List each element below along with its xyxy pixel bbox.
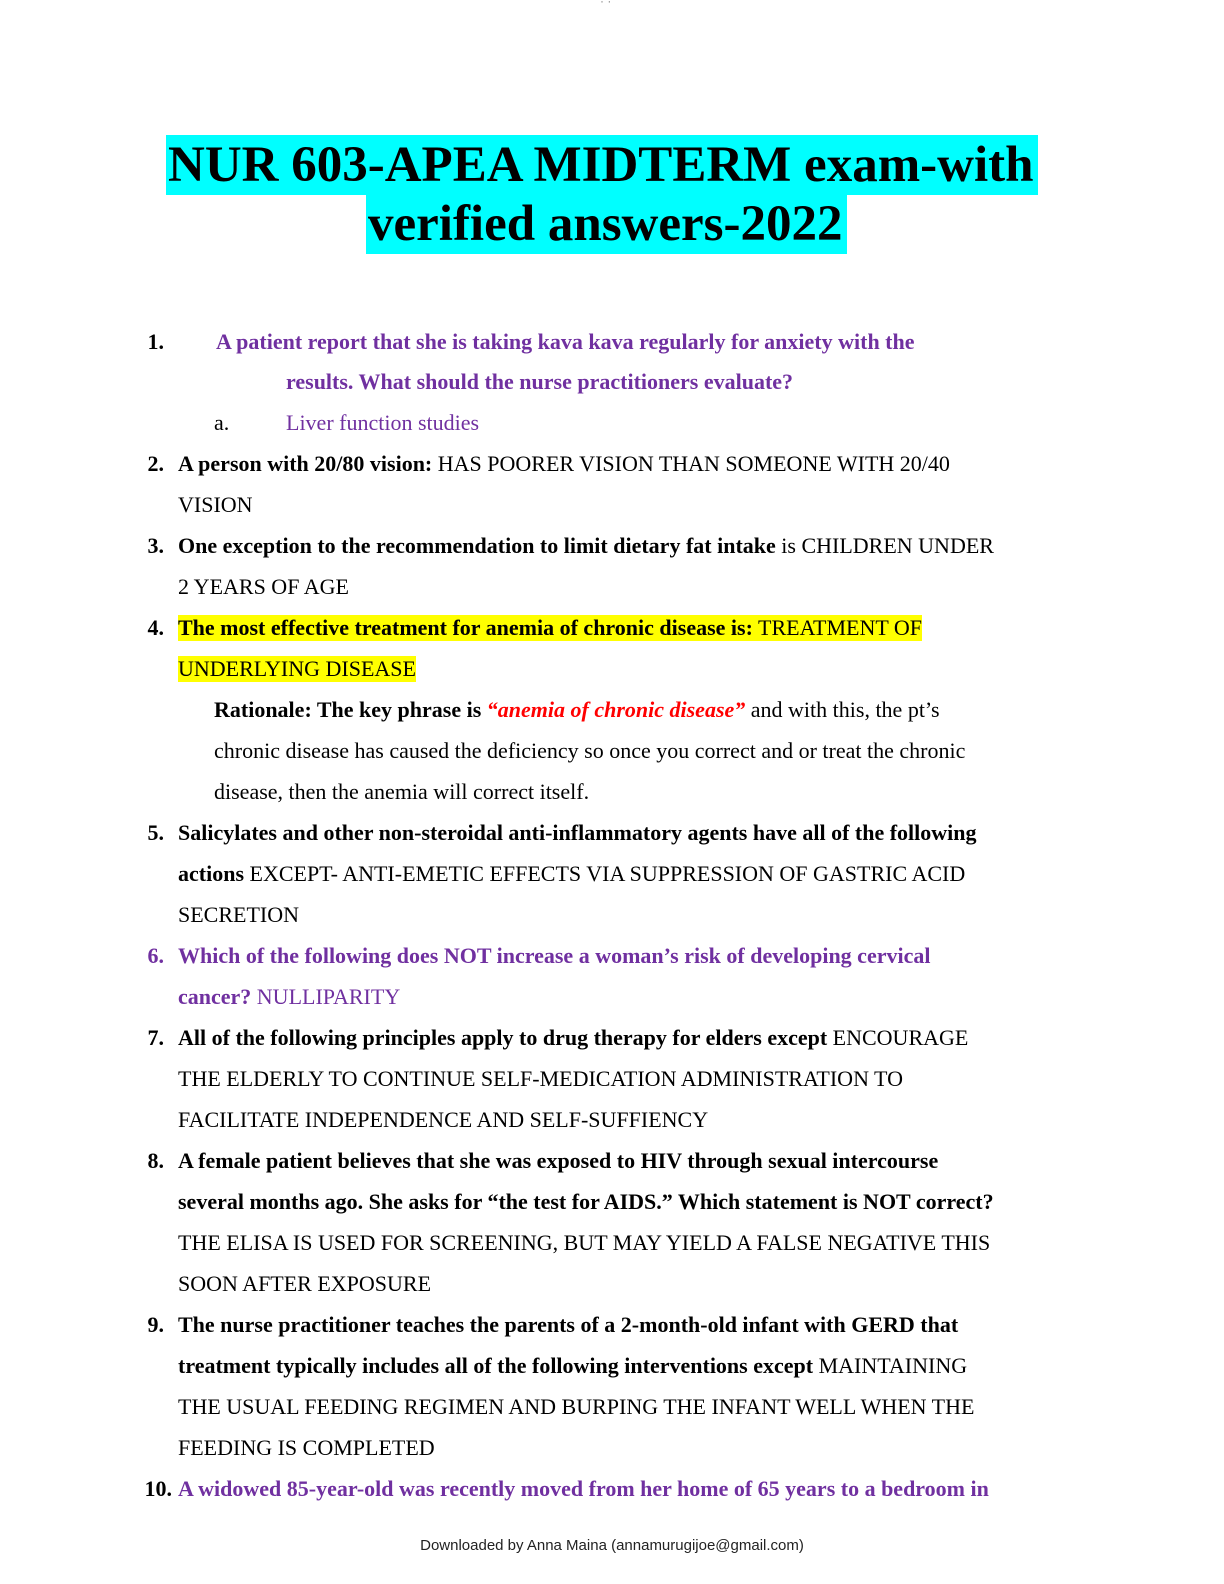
rationale-key-phrase: “anemia of chronic disease” [486, 697, 746, 722]
answer-text: UNDERLYING DISEASE [178, 656, 416, 681]
list-item [178, 1353, 967, 1379]
answer-text: THE ELISA IS USED FOR SCREENING, BUT MAY YIELD A FALSE NEGATIVE THIS [178, 1230, 991, 1255]
question-text: actions [178, 861, 244, 886]
question-text: cancer? [178, 984, 252, 1009]
top-mark: · · [600, 0, 612, 8]
question-text: treatment typically includes all of the following interventions except [178, 1353, 814, 1378]
question-text: results. What should the nurse practitioners evaluate? [286, 369, 794, 394]
question-text: A person with 20/80 vision: [178, 451, 433, 476]
question-text: Salicylates and other non-steroidal anti-inflammatory agents have all of the following [178, 820, 977, 845]
answer-text: is CHILDREN UNDER [775, 533, 994, 558]
answer-text: Liver function studies [286, 410, 480, 435]
answer-text: FEEDING IS COMPLETED [178, 1435, 435, 1460]
list-item [178, 984, 400, 1010]
answer-text: TREATMENT OF [752, 615, 923, 640]
question-text: several months ago. She asks for “the test for AIDS.” Which statement is NOT correct? [178, 1189, 994, 1214]
item-number: 6. [147, 943, 164, 968]
download-footer: Downloaded by Anna Maina (annamurugijoe@gmail.com) [420, 1537, 804, 1554]
item-number: 7. [147, 1025, 164, 1050]
list-item [178, 451, 950, 477]
rationale [214, 697, 940, 723]
item-number: 4. [147, 615, 164, 640]
item-number: 9. [147, 1312, 164, 1337]
question-text: A patient report that she is taking kava kava regularly for anxiety with the [216, 329, 915, 354]
answer-text: 2 YEARS OF AGE [178, 574, 349, 599]
question-text: A female patient believes that she was exposed to HIV through sexual intercourse [178, 1148, 939, 1173]
answer-text: NULLIPARITY [251, 984, 401, 1009]
item-number: 1. [147, 329, 164, 354]
list-item [178, 533, 994, 559]
item-number: 8. [147, 1148, 164, 1173]
sub-letter: a. [214, 410, 230, 435]
answer-text: SOON AFTER EXPOSURE [178, 1271, 432, 1296]
item-number: 2. [147, 451, 164, 476]
question-text: The most effective treatment for anemia of chronic disease is: [178, 615, 753, 640]
list-item [178, 615, 922, 641]
item-number: 5. [147, 820, 164, 845]
answer-text: ENCOURAGE [827, 1025, 969, 1050]
question-text: The nurse practitioner teaches the parents of a 2-month-old infant with GERD that [178, 1312, 959, 1337]
rationale-text: chronic disease has caused the deficiency so once you correct and or treat the chronic [214, 738, 966, 763]
item-number: 3. [147, 533, 164, 558]
question-text: Which of the following does NOT increase a woman’s risk of developing cervical [178, 943, 931, 968]
answer-text: THE USUAL FEEDING REGIMEN AND BURPING THE INFANT WELL WHEN THE [178, 1394, 975, 1419]
question-text: A widowed 85-year-old was recently moved from her home of 65 years to a bedroom in [178, 1476, 989, 1501]
answer-text: MAINTAINING [813, 1353, 968, 1378]
question-text: All of the following principles apply to drug therapy for elders except [178, 1025, 828, 1050]
item-number: 10. [144, 1476, 172, 1501]
list-item [178, 1025, 968, 1051]
document-title-line-1: NUR 603-APEA MIDTERM exam-with [166, 135, 1038, 195]
rationale-text: disease, then the anemia will correct itself. [214, 779, 590, 804]
answer-text: SECRETION [178, 902, 299, 927]
rationale-label: Rationale: The key phrase is [214, 697, 487, 722]
answer-text: HAS POORER VISION THAN SOMEONE WITH 20/40 [432, 451, 950, 476]
document-title-line-2: verified answers-2022 [366, 194, 847, 254]
answer-text: EXCEPT- ANTI-EMETIC EFFECTS VIA SUPPRESSION OF GASTRIC ACID [244, 861, 966, 886]
rationale-text: and with this, the pt’s [745, 697, 940, 722]
answer-text: FACILITATE INDEPENDENCE AND SELF-SUFFIENCY [178, 1107, 709, 1132]
answer-text: THE ELDERLY TO CONTINUE SELF-MEDICATION ADMINISTRATION TO [178, 1066, 903, 1091]
answer-text: VISION [178, 492, 253, 517]
list-item [178, 861, 965, 887]
question-text: One exception to the recommendation to limit dietary fat intake [178, 533, 776, 558]
